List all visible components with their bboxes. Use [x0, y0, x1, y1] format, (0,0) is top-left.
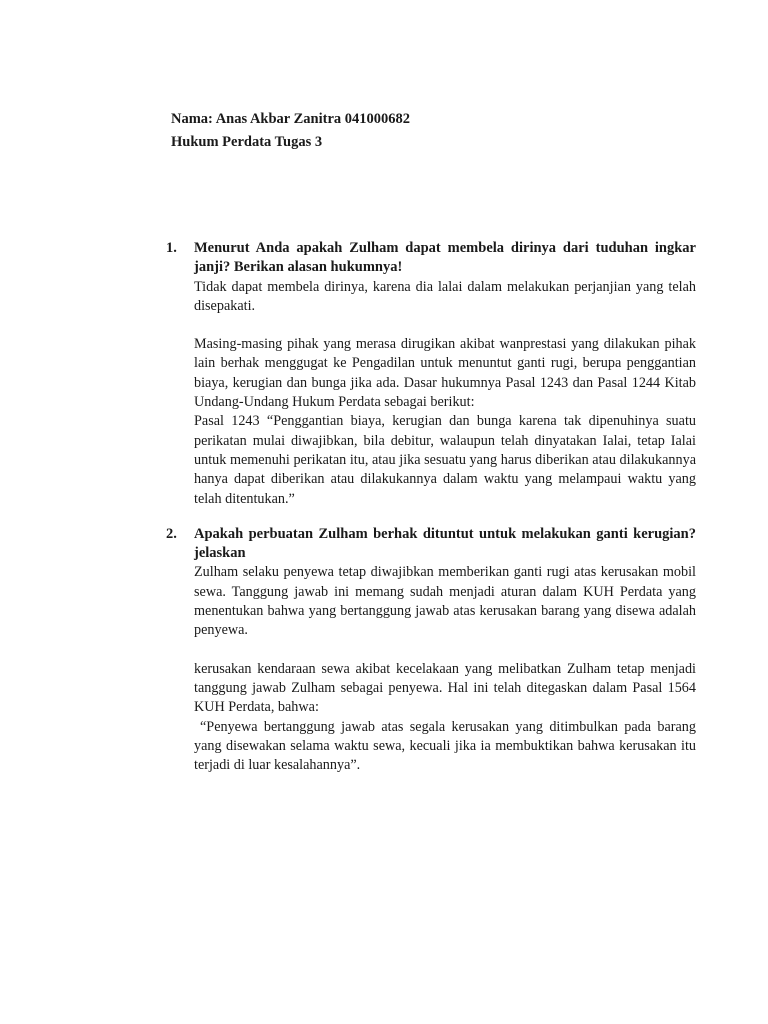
question-number: 2.	[166, 525, 177, 542]
document-header	[171, 108, 731, 154]
answer-paragraph: Tidak dapat membela dirinya, karena dia lalai dalam melakukan perjanjian yang telah disepakati.	[194, 278, 696, 314]
answer-paragraph: Masing-masing pihak yang merasa dirugikan akibat wanprestasi yang dilakukan pihak lain berhak menggugat ke Pengadilan untuk menuntut ganti rugi, berupa penggantian biaya, kerugian dan bunga jika ada. Dasar hukumnya Pasal 1243 dan Pasal 1244 Kitab Undang-Undang Hukum Perdata sebagai berikut:	[194, 336, 696, 411]
question-title: Apakah perbuatan Zulham berhak dituntut untuk melakukan ganti kerugian?jelaskan	[194, 525, 696, 562]
course-title-line: Hukum Perdata Tugas 3	[171, 134, 323, 150]
answer-paragraph: Zulham selaku penyewa tetap diwajibkan memberikan ganti rugi atas kerusakan mobil sewa. Tanggung jawab ini memang sudah menjadi aturan dalam KUH Perdata yang menentukan bahwa yang bertanggung jawab atas kerusakan barang yang disewa adalah penyewa.	[194, 564, 696, 639]
question-title: Menurut Anda apakah Zulham dapat membela dirinya dari tuduhan ingkar janji? Berikan alasan hukumnya!	[194, 240, 696, 276]
question-number: 1.	[166, 240, 177, 256]
answer-paragraph: Pasal 1243 “Penggantian biaya, kerugian dan bunga karena tak dipenuhinya suatu perikatan mulai diwajibkan, bila debitur, walaupun telah dinyatakan Ialai, tetap Ialai untuk memenuhi perikatan itu, atau jika sesuatu yang harus diberikan atau dilakukannya hanya dapat diberikan atau dilakukannya dalam waktu yang melampaui waktu yang telah ditentukan.”	[194, 413, 696, 507]
answer-quote: “Penyewa bertanggung jawab atas segala kerusakan yang ditimbulkan pada barang yang disewakan selama waktu sewa, kecuali jika ia membuktikan bahwa kerusakan itu terjadi di luar kesalahannya”.	[194, 718, 696, 774]
answer-paragraph: kerusakan kendaraan sewa akibat kecelakaan yang melibatkan Zulham tetap menjadi tanggung jawab Zulham sebagai penyewa. Hal ini telah ditegaskan dalam Pasal 1564 KUH Perdata, bahwa:	[194, 660, 696, 716]
question-item-1	[166, 239, 696, 509]
question-list	[166, 239, 696, 791]
student-name-line: Nama: Anas Akbar Zanitra 041000682	[171, 111, 411, 127]
question-item-2	[166, 525, 696, 776]
